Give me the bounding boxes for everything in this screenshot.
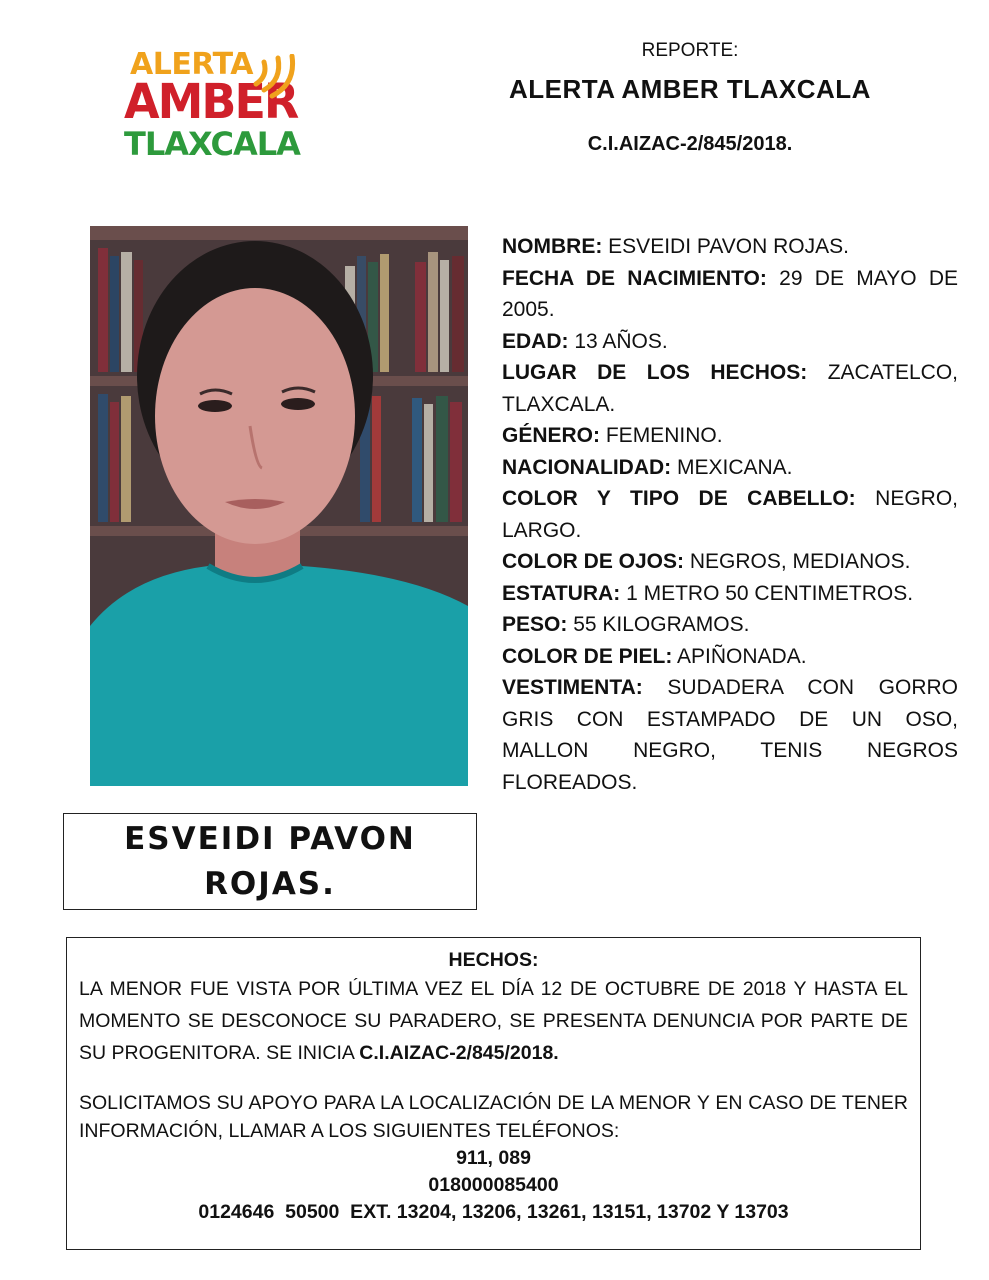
detail-row: [502, 357, 958, 420]
detail-value: SUDADERA CON GORRO GRIS CON ESTAMPADO DE UN OSO, MALLON NEGRO, TENIS NEGROS FLOREADOS.: [502, 676, 958, 794]
phone-number: 018000085400: [428, 1174, 559, 1196]
detail-value: APIÑONADA.: [677, 644, 807, 668]
detail-value: NEGROS, MEDIANOS.: [689, 550, 911, 573]
detail-value: 13 AÑOS.: [574, 329, 668, 353]
detail-value: ESVEIDI PAVON ROJAS.: [608, 235, 849, 258]
logo-alerta-text: ALERTA: [130, 47, 253, 82]
detail-value: FEMENINO.: [605, 424, 723, 447]
detail-value: 29 DE MAYO DE 2005.: [502, 266, 958, 321]
name-box: [63, 813, 477, 910]
detail-row: [502, 420, 958, 452]
missing-person-name: ESVEIDI PAVON ROJAS.: [124, 820, 416, 902]
detail-key: COLOR DE PIEL:: [502, 644, 673, 668]
detail-value: ZACATELCO, TLAXCALA.: [502, 361, 958, 416]
detail-key: COLOR DE OJOS:: [502, 550, 685, 573]
logo-amber-text: AMBER: [124, 72, 298, 130]
detail-row: [502, 609, 958, 641]
detail-row: [502, 483, 958, 546]
detail-key: COLOR Y TIPO DE CABELLO:: [502, 487, 856, 510]
detail-key: PESO:: [502, 613, 568, 636]
detail-row: [502, 641, 958, 673]
detail-value: MEXICANA.: [677, 455, 793, 479]
detail-value: NEGRO, LARGO.: [502, 487, 958, 542]
facts-appeal: SOLICITAMOS SU APOYO PARA LA LOCALIZACIÓN DE LA MENOR Y EN CASO DE TENER INFORMACIÓN, LLAMAR A LOS SIGUIENTES TELÉFONOS:: [79, 1092, 908, 1142]
case-number: C.I.AIZAC-2/845/2018.: [587, 133, 793, 155]
detail-row: [502, 326, 958, 358]
detail-value: 1 METRO 50 CENTIMETROS.: [626, 581, 914, 605]
detail-row: [502, 578, 958, 610]
report-title: ALERTA AMBER TLAXCALA: [509, 74, 871, 104]
detail-key: EDAD:: [502, 329, 569, 353]
detail-key: NOMBRE:: [502, 235, 603, 258]
detail-key: NACIONALIDAD:: [502, 455, 672, 479]
signal-waves-icon: [250, 54, 300, 114]
detail-row: [502, 672, 958, 798]
detail-key: FECHA DE NACIMIENTO:: [502, 266, 767, 290]
detail-row: [502, 452, 958, 484]
facts-box: [66, 937, 921, 1250]
detail-key: ESTATURA:: [502, 581, 621, 605]
phone-number: 0124646 50500 EXT. 13204, 13206, 13261, 13151, 13702 Y 13703: [198, 1201, 789, 1223]
detail-key: VESTIMENTA:: [502, 676, 643, 699]
person-details: [502, 231, 958, 798]
detail-row: [502, 231, 958, 263]
detail-key: LUGAR DE LOS HECHOS:: [502, 361, 808, 384]
facts-body-text: LA MENOR FUE VISTA POR ÚLTIMA VEZ EL DÍA 12 DE OCTUBRE DE 2018 Y HASTA EL MOMENTO SE DESCONOCE SU PARADERO, SE PRESENTA DENUNCIA POR PARTE DE SU PROGENITORA. SE INICIA: [79, 978, 908, 1064]
phone-number: 911, 089: [456, 1147, 531, 1169]
facts-title: HECHOS:: [448, 949, 539, 971]
logo-tlaxcala-text: TLAXCALA: [124, 125, 300, 163]
detail-key: GÉNERO:: [502, 424, 601, 447]
facts-case-ref: C.I.AIZAC-2/845/2018.: [359, 1042, 559, 1064]
report-label: REPORTE:: [641, 40, 739, 61]
alerta-amber-logo: [122, 46, 302, 171]
detail-value: 55 KILOGRAMOS.: [573, 613, 750, 636]
detail-row: [502, 263, 958, 326]
facts-body: [79, 973, 908, 1069]
missing-person-photo: [90, 226, 468, 786]
detail-row: [502, 546, 958, 578]
